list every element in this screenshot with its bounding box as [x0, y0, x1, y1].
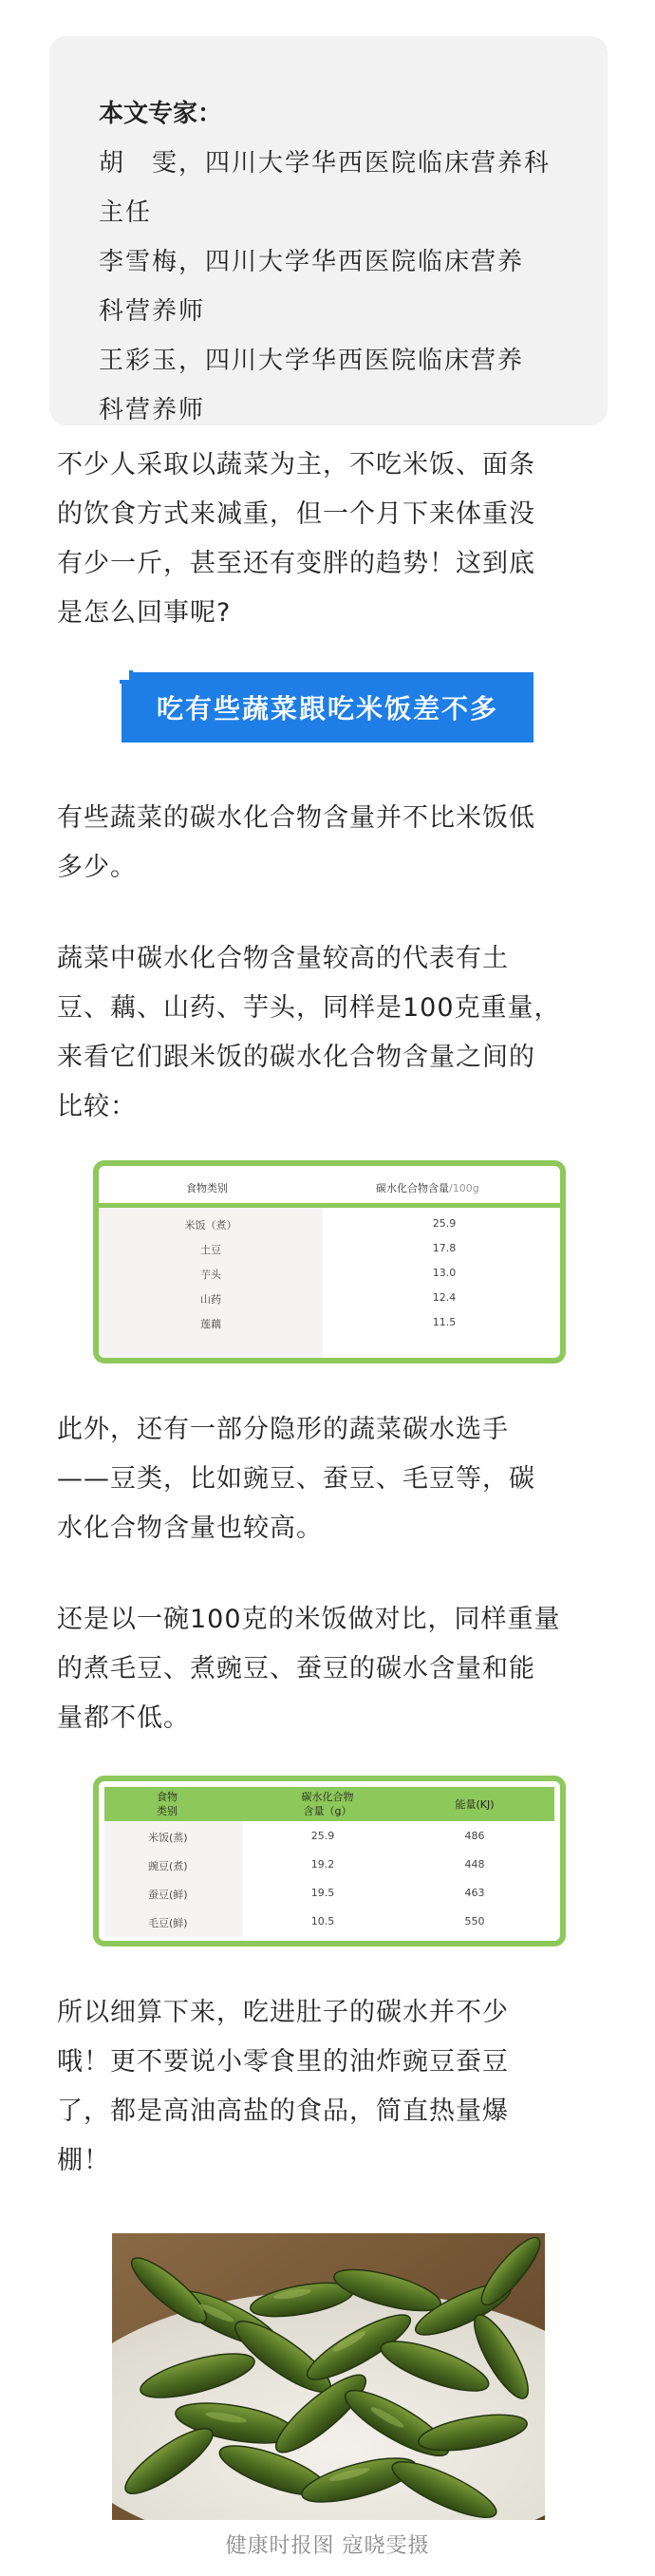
table-cell-value: 13.0 — [432, 1267, 457, 1279]
table-header-col1: 食物类别 — [186, 1182, 228, 1194]
paragraph-5 — [57, 1988, 600, 2186]
table-row — [99, 1212, 560, 1236]
table-cell-value: 11.5 — [432, 1316, 457, 1328]
table-header-text: 含量（g） — [303, 1805, 352, 1817]
table-body — [99, 1208, 560, 1358]
table-cell-energy: 463 — [464, 1887, 485, 1899]
table-header-col3: 能量(KJ) — [455, 1798, 495, 1811]
table-row — [104, 1907, 554, 1935]
text-line: 有些蔬菜的碳水化合物含量并不比米饭低 — [57, 803, 535, 833]
text-line: 了，都是高油高盐的食品，简直热量爆 — [57, 2097, 509, 2126]
table-header-col2 — [285, 1790, 370, 1818]
table-cell-carb: 19.2 — [310, 1858, 335, 1871]
table-cell-value: 25.9 — [432, 1217, 457, 1230]
table-row — [99, 1261, 560, 1286]
table-row — [99, 1286, 560, 1310]
table-cell-value: 17.8 — [432, 1242, 457, 1254]
text-line: 有少一斤，甚至还有变胖的趋势！这到底 — [57, 549, 535, 578]
expert-box-title: 本文专家： — [99, 100, 223, 128]
carb-table-vegetables — [93, 1160, 566, 1363]
table-header — [104, 1787, 554, 1821]
section-heading — [122, 672, 533, 743]
paragraph-2 — [57, 934, 600, 1132]
text-line: 蔬菜中碳水化合物含量较高的代表有土 — [57, 944, 509, 973]
text-line: 此外，还有一部分隐形的蔬菜碳水选手 — [57, 1415, 509, 1444]
intro-paragraph — [57, 441, 600, 638]
text-line: 来看它们跟米饭的碳水化合物含量之间的 — [57, 1043, 535, 1072]
table-cell-energy: 550 — [464, 1915, 485, 1927]
heading-corner-decoration — [120, 670, 133, 684]
table-row — [99, 1310, 560, 1335]
text-line: ——豆类，比如豌豆、蚕豆、毛豆等，碳 — [57, 1464, 535, 1494]
section-heading-text: 吃有些蔬菜跟吃米饭差不多 — [122, 672, 533, 743]
expert-line: 科营养师 — [99, 297, 206, 326]
table-cell-name: 豌豆(煮) — [148, 1860, 188, 1872]
table-cell-name: 莲藕 — [200, 1318, 221, 1330]
table-cell-carb: 19.5 — [310, 1887, 335, 1899]
text-line: 是怎么回事呢? — [57, 598, 232, 628]
table-cell-name: 米饭（煮） — [184, 1219, 237, 1232]
expert-line: 胡 雯，四川大学华西医院临床营养科 — [99, 149, 552, 178]
table-cell-name: 蚕豆(鲜) — [148, 1889, 188, 1901]
expert-box — [49, 36, 608, 425]
table-cell-energy: 448 — [464, 1858, 485, 1871]
text-line: 量都不低。 — [57, 1703, 190, 1733]
text-line: 水化合物含量也较高。 — [57, 1514, 323, 1543]
text-line: 多少。 — [57, 853, 137, 882]
edamame-photo — [112, 2233, 545, 2520]
text-line: 的饮食方式来减重，但一个月下来体重没 — [57, 499, 535, 529]
table-body — [104, 1821, 554, 1937]
table-cell-name: 山药 — [200, 1293, 221, 1306]
expert-line: 王彩玉，四川大学华西医院临床营养 — [99, 347, 525, 375]
edamame-illustration — [112, 2233, 545, 2520]
table-row — [104, 1850, 554, 1878]
table-header — [99, 1166, 560, 1208]
table-header-text: 碳水化合物 — [301, 1791, 354, 1803]
text-line: 棚！ — [57, 2146, 110, 2175]
text-line: 不少人采取以蔬菜为主，不吃米饭、面条 — [57, 450, 535, 479]
table-header-col2-text: 碳水化合物含量 — [376, 1182, 449, 1194]
table-cell-name: 毛豆(鲜) — [148, 1917, 188, 1929]
expert-line: 主任 — [99, 198, 153, 227]
table-header-text: 食物 — [157, 1791, 178, 1803]
table-cell-carb: 25.9 — [310, 1830, 335, 1842]
paragraph-3 — [57, 1405, 600, 1553]
table-cell-name: 芋头 — [200, 1269, 221, 1281]
table-row — [99, 1236, 560, 1261]
text-line: 豆、藕、山药、芋头，同样是100克重量， — [57, 993, 561, 1023]
table-cell-name: 土豆 — [200, 1244, 221, 1256]
table-cell-name: 米饭(蒸) — [148, 1832, 188, 1844]
table-row — [104, 1878, 554, 1907]
table-header-col2-unit: /100g — [449, 1182, 479, 1194]
paragraph-4 — [57, 1595, 600, 1743]
carb-energy-table-beans — [93, 1776, 566, 1946]
table-cell-carb: 10.5 — [310, 1915, 335, 1927]
table-header-text: 类别 — [157, 1805, 178, 1817]
paragraph-1 — [57, 794, 600, 893]
text-line: 还是以一碗100克的米饭做对比，同样重量 — [57, 1605, 561, 1634]
expert-line: 李雪梅，四川大学华西医院临床营养 — [99, 248, 525, 276]
text-line: 哦！更不要说小零食里的油炸豌豆蚕豆 — [57, 2047, 509, 2077]
text-line: 的煮毛豆、煮豌豆、蚕豆的碳水含量和能 — [57, 1654, 535, 1683]
table-cell-energy: 486 — [464, 1830, 485, 1842]
photo-caption: 健康时报图 寇晓雯摄 — [225, 2534, 430, 2558]
table-header-col2 — [376, 1180, 479, 1195]
text-line: 所以细算下来，吃进肚子的碳水并不少 — [57, 1998, 509, 2027]
table-row — [104, 1821, 554, 1850]
expert-line: 科营养师 — [99, 396, 206, 424]
text-line: 比较： — [57, 1092, 137, 1121]
table-header-col1 — [139, 1790, 196, 1818]
table-cell-value: 12.4 — [432, 1291, 457, 1304]
